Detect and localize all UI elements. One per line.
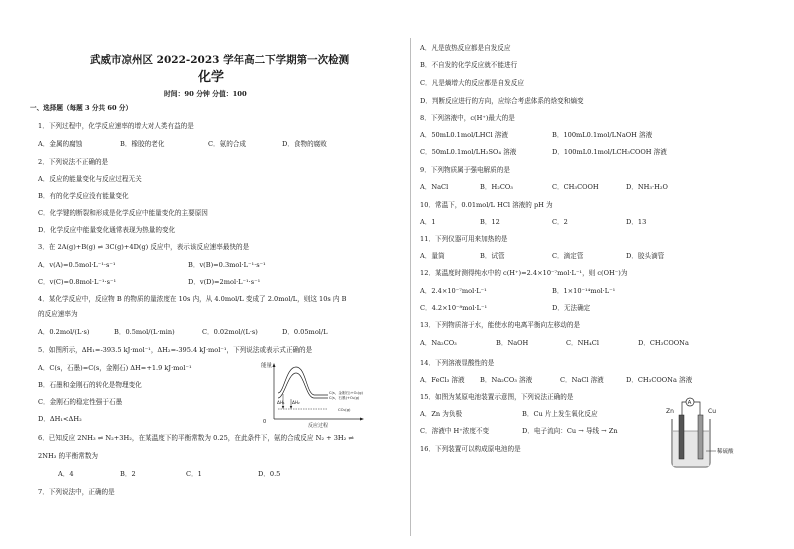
option-a: A．金属的腐蚀 — [38, 140, 83, 148]
acid-label: 稀硫酸 — [717, 449, 734, 455]
option-b: B．H₂CO₃ — [480, 183, 513, 191]
question-1: 1．下列过程中，化学反应速率的增大对人类有益的是 — [38, 122, 194, 130]
question-5-option-d: D．ΔH₁<ΔH₂ — [38, 415, 82, 423]
question-7-option-c: C．凡是熵增大的反应都是自发反应 — [420, 79, 524, 87]
x-axis-label: 反应过程 — [308, 423, 329, 429]
question-3: 3．在 2A(g)+B(g) ⇌ 3C(g)+4D(g) 反应中，表示该反应速率最快的是 — [38, 243, 250, 251]
option-c: C．NaCl 溶液 — [560, 376, 604, 384]
option-d: D．CH₃COONa 溶液 — [626, 376, 693, 384]
ammeter-label: A — [687, 400, 692, 407]
y-axis-label: 能量 — [261, 363, 273, 369]
option-a: A．量筒 — [420, 252, 445, 260]
option-d: D．v(D)=2mol·L⁻¹·s⁻¹ — [188, 278, 261, 286]
exam-meta: 时间：90 分钟 分值：100 — [164, 90, 247, 98]
question-4-line-1: 4．某化学反应中，反应物 B 的物质的量浓度在 10s 内，从 4.0mol/L 变成了 2.0mol/L，则这 10s 内 B — [38, 295, 347, 303]
option-a: A．2.4×10⁻⁷mol·L⁻¹ — [420, 287, 487, 295]
question-5-option-c: C．金刚石的稳定性强于石墨 — [38, 398, 123, 406]
cu-electrode — [698, 415, 703, 459]
question-2-option-c: C．化学键的断裂和形成是化学反应中能量变化的主要原因 — [38, 209, 208, 217]
option-c: C．CH₃COOH — [552, 183, 599, 191]
option-c: C．NH₄Cl — [566, 339, 599, 347]
option-b: B．NaOH — [496, 339, 529, 347]
question-10: 10．常温下，0.01mol/L HCl 溶液的 pH 为 — [420, 201, 553, 209]
question-2-option-a: A．反应的能量变化与反应过程无关 — [38, 175, 142, 183]
question-2-option-d: D．化学反应中能量变化通常表现为热量的变化 — [38, 226, 176, 234]
option-a: A．50mL0.1mol/LHCl 溶液 — [420, 131, 508, 139]
question-5-option-a: A．C(s，石墨)=C(s，金刚石) ΔH=+1.9 kJ·mol⁻¹ — [38, 364, 192, 372]
question-8: 8．下列溶液中，c(H⁺)最大的是 — [420, 114, 515, 122]
option-b: B．试管 — [480, 252, 505, 260]
option-b: B．100mL0.1mol/LNaOH 溶液 — [552, 131, 653, 139]
question-9: 9．下列物质属于强电解质的是 — [420, 166, 510, 174]
question-13: 13．下列物质溶于水，能使水的电离平衡向左移动的是 — [420, 321, 581, 329]
galvanic-cell-diagram — [660, 397, 746, 473]
option-a: A．Na₂CO₃ — [420, 339, 457, 347]
question-11: 11．下列仪器可用来加热的是 — [420, 235, 508, 243]
option-d: D．食物的腐败 — [282, 140, 327, 148]
option-c: C．4.2×10⁻⁸mol·L⁻¹ — [420, 304, 488, 312]
question-14: 14．下列溶液显酸性的是 — [420, 359, 495, 367]
diamond-label: C(s，金刚石)+O₂(g) — [329, 391, 363, 395]
option-a: A．4 — [58, 470, 74, 478]
dh2-arrowhead — [290, 406, 292, 409]
option-c: C．0.02mol/(L·s) — [202, 328, 258, 336]
question-7: 7．下列说法中，正确的是 — [38, 488, 115, 496]
co2-label: CO₂(g) — [338, 407, 351, 412]
option-c: C．50mL0.1mol/LH₂SO₄ 溶液 — [420, 148, 517, 156]
option-b: B．0.5mol/(L·min) — [114, 328, 175, 336]
option-d: D．电子流向：Cu → 导线 → Zn — [522, 427, 618, 435]
cu-label: Cu — [708, 408, 716, 415]
option-a: A．1 — [420, 218, 436, 226]
zn-label: Zn — [666, 408, 674, 415]
option-c: C．溶液中 H⁺浓度不变 — [420, 427, 490, 435]
question-6-line-2: 2NH₃ 的平衡常数为 — [38, 452, 99, 460]
option-a: A．v(A)=0.5mol·L⁻¹·s⁻¹ — [38, 261, 116, 269]
option-d: D．13 — [626, 218, 647, 226]
y-axis-arrow — [273, 363, 276, 367]
option-c: C．1 — [186, 470, 202, 478]
graphite-label: C(s，石墨)+O₂(g) — [329, 396, 360, 400]
option-a: A．Zn 为负极 — [420, 410, 463, 418]
question-5-option-b: B．石墨和金刚石的转化是物理变化 — [38, 381, 142, 389]
question-2-option-b: B．有的化学反应没有能量变化 — [38, 192, 129, 200]
section-heading: 一、选择题（每题 3 分共 60 分） — [30, 104, 133, 112]
option-b: B．2 — [120, 470, 136, 478]
question-6-line-1: 6．已知反应 2NH₃ ⇌ N₂+3H₂，在某温度下的平衡常数为 0.25，在此条件下，氨的合成反应 N₂ + 3H₂ ⇌ — [38, 434, 354, 442]
dh1-label: ΔH₁ — [277, 400, 285, 405]
exam-title: 武威市凉州区 2022-2023 学年高二下学期第一次检测 — [90, 54, 350, 66]
option-c: C．2 — [552, 218, 568, 226]
question-12: 12．某温度时测得纯水中的 c(H⁺)=2.4×10⁻⁷mol·L⁻¹，则 c(OH⁻)为 — [420, 269, 628, 277]
dh1-arrowhead — [282, 406, 284, 409]
subject-title: 化学 — [198, 70, 225, 85]
option-b: B．v(B)=0.3mol·L⁻¹·s⁻¹ — [188, 261, 266, 269]
option-c: C．滴定管 — [552, 252, 584, 260]
question-7-option-b: B．不自发的化学反应就不能进行 — [420, 61, 518, 69]
option-a: A．NaCl — [420, 183, 449, 191]
column-divider — [410, 38, 411, 536]
energy-curve-graphite — [278, 373, 328, 398]
option-c: C．氨的合成 — [208, 140, 247, 148]
option-d: D．胶头滴管 — [626, 252, 665, 260]
option-b: B．Na₂CO₃ 溶液 — [480, 376, 533, 384]
question-4-line-2: 的反应速率为 — [38, 310, 78, 318]
option-b: B．12 — [480, 218, 500, 226]
option-c: C．v(C)=0.8mol·L⁻¹·s⁻¹ — [38, 278, 117, 286]
option-d: D．NH₃·H₂O — [626, 183, 668, 191]
energy-diagram — [261, 361, 366, 429]
acid-solution — [672, 431, 709, 467]
x-axis-arrow — [360, 418, 364, 421]
option-a: A．0.2mol/(L·s) — [38, 328, 90, 336]
zn-electrode — [679, 415, 684, 459]
option-b: B．1×10⁻¹⁴mol·L⁻¹ — [552, 287, 616, 295]
option-b: B．Cu 片上发生氧化反应 — [522, 410, 598, 418]
question-16: 16．下列装置可以构成原电池的是 — [420, 445, 521, 453]
option-d: D．0.05mol/L — [282, 328, 328, 336]
option-b: B．橡胶的老化 — [120, 140, 165, 148]
dh2-label: ΔH₂ — [292, 400, 300, 405]
option-d: D．0.5 — [258, 470, 281, 478]
option-d: D．100mL0.1mol/LCH₃COOH 溶液 — [552, 148, 667, 156]
option-d: D．无法确定 — [552, 304, 591, 312]
question-5: 5．如图所示，ΔH₁=-393.5 kJ·mol⁻¹，ΔH₂=-395.4 kJ·mol⁻¹，下列说法或表示式正确的是 — [38, 346, 313, 354]
question-7-option-d: D．判断反应进行的方向，应综合考虑体系的焓变和熵变 — [420, 97, 584, 105]
question-2: 2．下列说法不正确的是 — [38, 158, 109, 166]
origin-label: 0 — [263, 419, 267, 425]
option-d: D．CH₃COONa — [638, 339, 689, 347]
question-15: 15．如图为某原电池装置示意图，下列说法正确的是 — [420, 393, 574, 401]
question-7-option-a: A．凡是放热反应都是自发反应 — [420, 44, 511, 52]
option-a: A．FeCl₃ 溶液 — [420, 376, 465, 384]
